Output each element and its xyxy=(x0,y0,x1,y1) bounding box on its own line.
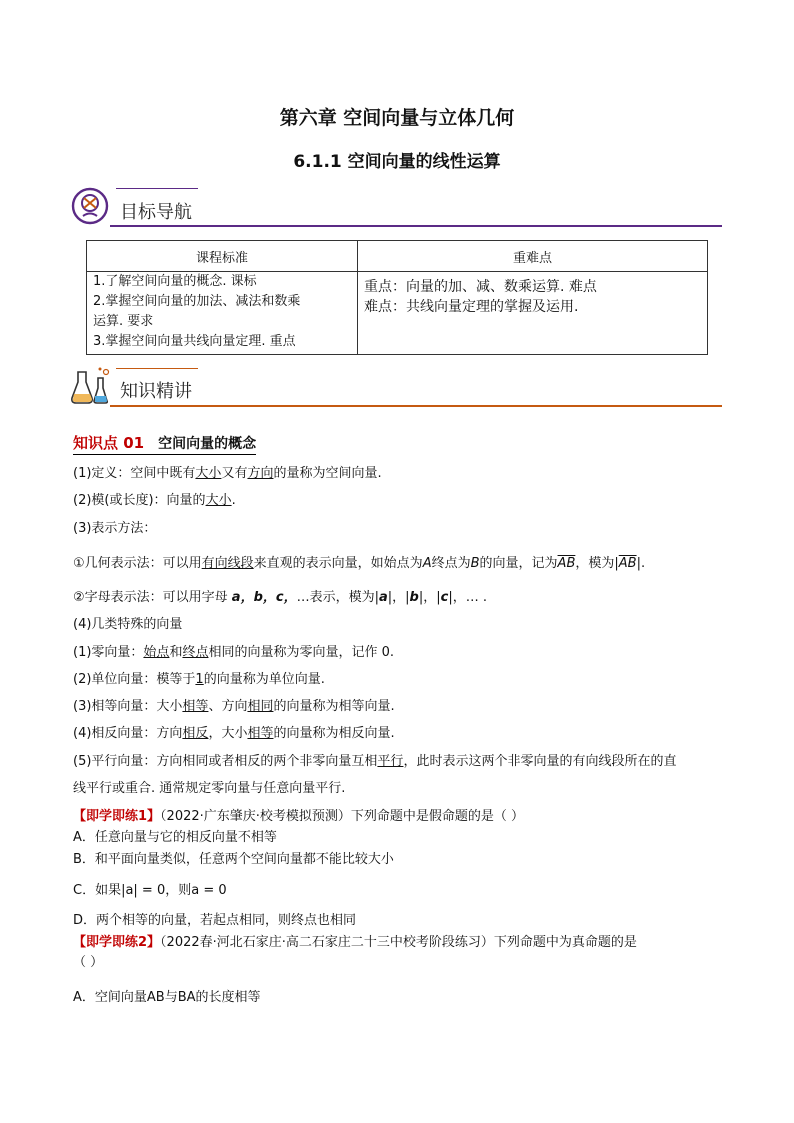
letter-representation-line xyxy=(73,586,487,605)
parallel-vector-line xyxy=(73,750,676,769)
exercise-tag: 【即学即练1】 xyxy=(73,809,161,824)
goal-top-rule xyxy=(116,188,198,189)
exercise-tag: 【即学即练2】 xyxy=(73,935,161,950)
text: (1)零向量： xyxy=(73,645,144,660)
underlined-term: 相同 xyxy=(247,699,274,714)
exercise-1-stem xyxy=(73,805,524,824)
text: 来直观的表示向量，如始点为 xyxy=(253,556,423,571)
flask-icon xyxy=(70,366,112,406)
underlined-term: 1 xyxy=(195,672,204,687)
text: ②字母表示法：可以用字母 xyxy=(73,590,232,605)
exercise-stem: （2022春·河北石家庄·高二石家庄二十三中校考阶段练习）下列命题中为真命题的是 xyxy=(160,935,637,950)
text: 的向量称为单位向量. xyxy=(203,672,325,687)
text: 和 xyxy=(169,645,183,660)
standard-line: 3.掌握空间向量共线向量定理. 重点 xyxy=(93,334,296,349)
goal-section-title: 目标导航 xyxy=(120,202,192,223)
goal-underline xyxy=(110,225,722,227)
text: (5)平行向量：方向相同或者相反的两个非零向量互相 xyxy=(73,754,378,769)
unit-vector-line xyxy=(73,668,325,687)
target-icon xyxy=(70,186,110,226)
underlined-term: 大小 xyxy=(195,466,222,481)
text: ①几何表示法：可以用 xyxy=(73,556,202,571)
special-vectors-line: (4)几类特殊的向量 xyxy=(73,617,183,632)
standard-line: 2.掌握空间向量的加法、减法和数乘 xyxy=(93,294,301,309)
text: 相同的向量称为零向量，记作 0. xyxy=(208,645,395,660)
exercise-2-stem-cont: （ ） xyxy=(73,955,104,970)
key-point-line: 难点：共线向量定理的掌握及运用. xyxy=(364,299,579,315)
text: |. xyxy=(636,556,646,571)
text: (4)相反向量：方向 xyxy=(73,726,183,741)
modulus-line xyxy=(73,489,236,508)
header-standard: 课程标准 xyxy=(87,241,358,272)
text: . xyxy=(231,493,236,508)
section-title: 6.1.1 空间向量的线性运算 xyxy=(293,152,501,172)
chapter-title: 第六章 空间向量与立体几何 xyxy=(279,107,515,129)
underlined-term: 相反 xyxy=(182,726,209,741)
representation-line: (3)表示方法： xyxy=(73,521,157,536)
underlined-term: 大小 xyxy=(205,493,232,508)
letter-b: b xyxy=(409,590,419,605)
letter-vectors: a，b，c， xyxy=(231,590,297,605)
standard-line: 1.了解空间向量的概念. 课标 xyxy=(93,274,257,289)
exercise-1-option-a: A．任意向量与它的相反向量不相等 xyxy=(73,830,277,845)
text: (1)定义：空间中既有 xyxy=(73,466,196,481)
text: |，| xyxy=(418,590,441,605)
text: 的向量称为相反向量. xyxy=(273,726,395,741)
underlined-term: 终点 xyxy=(182,645,209,660)
point-label: B xyxy=(470,556,480,571)
course-standard-table xyxy=(86,240,708,355)
knowledge-point-number: 知识点 01 xyxy=(73,434,145,452)
definition-line xyxy=(73,462,382,481)
geometric-representation-line xyxy=(73,552,645,571)
knowledge-underline xyxy=(110,405,722,407)
text: |，| xyxy=(387,590,410,605)
standard-line: 运算. 要求 xyxy=(93,314,154,329)
point-label: A xyxy=(422,556,432,571)
exercise-stem: （2022·广东肇庆·校考模拟预测）下列命题中是假命题的是（ ） xyxy=(160,809,525,824)
text: ，模为| xyxy=(575,556,619,571)
underlined-term: 始点 xyxy=(143,645,170,660)
text: 终点为 xyxy=(431,556,471,571)
text: …表示，模为| xyxy=(296,590,379,605)
text: |，… . xyxy=(448,590,487,605)
vector-ab: $\overline{AB}$ xyxy=(618,556,637,571)
standards-cell xyxy=(87,272,358,355)
key-point-line: 重点：向量的加、减、数乘运算. 难点 xyxy=(364,279,597,295)
exercise-1-option-b: B．和平面向量类似，任意两个空间向量都不能比较大小 xyxy=(73,852,394,867)
knowledge-top-rule xyxy=(116,368,198,369)
underlined-term: 平行 xyxy=(377,754,404,769)
parallel-vector-line-cont: 线平行或重合. 通常规定零向量与任意向量平行. xyxy=(73,781,346,796)
opposite-vector-line xyxy=(73,722,395,741)
underlined-term: 相等 xyxy=(247,726,274,741)
exercise-1-option-d: D．两个相等的向量，若起点相同，则终点也相同 xyxy=(73,913,357,928)
knowledge-point-heading xyxy=(73,432,256,455)
letter-c: c xyxy=(440,590,449,605)
equal-vector-line xyxy=(73,695,395,714)
knowledge-section-title: 知识精讲 xyxy=(120,381,192,402)
exercise-1-option-c: C．如果|a| = 0，则a = 0 xyxy=(73,883,227,898)
underlined-term: 方向 xyxy=(247,466,274,481)
text: (2)模(或长度)：向量的 xyxy=(73,493,206,508)
zero-vector-line xyxy=(73,641,394,660)
underlined-term: 相等 xyxy=(182,699,209,714)
key-points-cell xyxy=(358,272,708,355)
vector-ab: $\overline{AB}$ xyxy=(557,556,576,571)
text: ，大小 xyxy=(208,726,248,741)
exercise-2-option-a: A．空间向量AB与BA的长度相等 xyxy=(73,990,261,1005)
header-key-points: 重难点 xyxy=(358,241,708,272)
text: (2)单位向量：模等于 xyxy=(73,672,196,687)
text: 的向量称为相等向量. xyxy=(273,699,395,714)
exercise-2-stem xyxy=(73,931,637,950)
text: (3)相等向量：大小 xyxy=(73,699,183,714)
text: 又有 xyxy=(221,466,248,481)
letter-a: a xyxy=(378,590,388,605)
underlined-term: 有向线段 xyxy=(201,556,254,571)
text: 的向量，记为 xyxy=(479,556,558,571)
text: ，此时表示这两个非零向量的有向线段所在的直 xyxy=(403,754,677,769)
text: 的量称为空间向量. xyxy=(273,466,382,481)
text: 、方向 xyxy=(208,699,248,714)
knowledge-point-title: 空间向量的概念 xyxy=(158,436,257,452)
